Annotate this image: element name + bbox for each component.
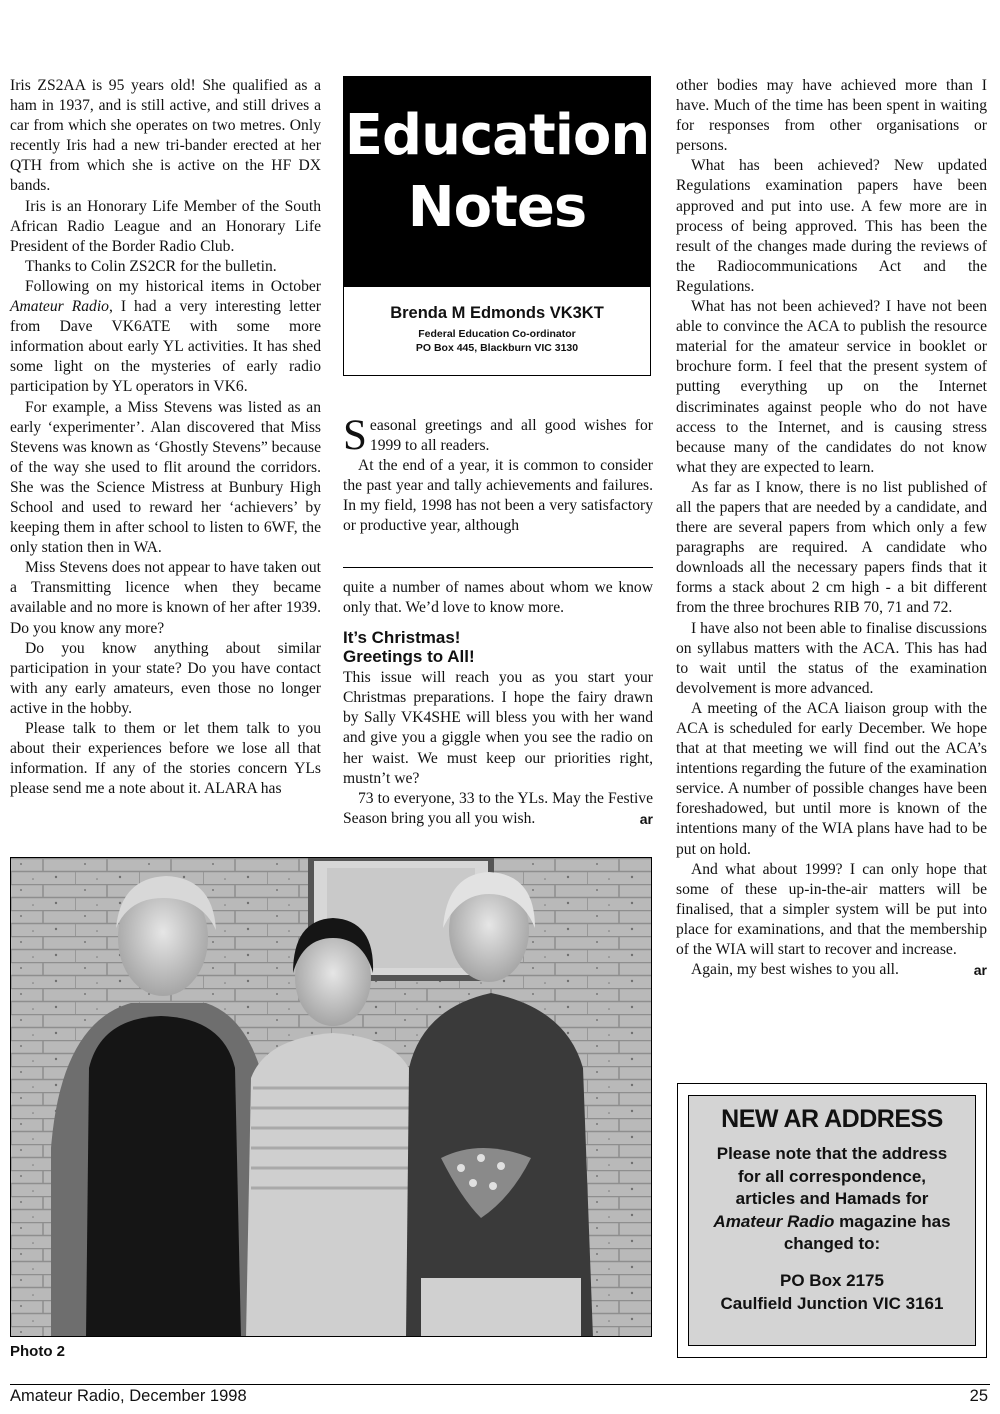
paragraph-text: Following on my historical items in October bbox=[25, 277, 321, 295]
article-paragraph: quite a number of names about whom we know only that. We’d love to know more. bbox=[343, 579, 653, 617]
article-paragraph: other bodies may have achieved more than I have. Much of the time has been spent in waiting for responses from other organisations or persons. bbox=[676, 77, 987, 155]
new-address bbox=[689, 1270, 975, 1315]
paragraph-text: , I had a very interesting letter from Dave VK6ATE with some more information about early YL activities. It has shed some light on the mysteries of early radio participation by YL operators in VK6. bbox=[10, 298, 321, 396]
notice-line: changed to: bbox=[783, 1234, 881, 1254]
drop-cap: S bbox=[343, 412, 367, 459]
notice-heading: NEW AR ADDRESS bbox=[721, 1105, 943, 1133]
photo-image bbox=[11, 858, 652, 1337]
paragraph-text: easonal greetings and all good wishes for 1999 to all readers. bbox=[369, 417, 653, 455]
article-paragraph: Iris ZS2AA is 95 years old! She qualified as a ham in 1937, and is still active, and still drives a car from which she operates on two metres. Only recently Iris had a new tri-bander erected at her QTH from which she is active on the HF DX bands. bbox=[10, 77, 321, 195]
magazine-title: Amateur Radio bbox=[713, 1211, 835, 1231]
notice-panel bbox=[688, 1095, 976, 1346]
address-line: PO Box 2175 bbox=[780, 1270, 884, 1290]
article-paragraph bbox=[676, 960, 987, 980]
article-paragraph: Please talk to them or let them talk to you about their experiences before we lose all that information. If any of the stories concern YLs please send me a note about it. ALARA has bbox=[10, 720, 321, 798]
article-paragraph: What has been achieved? New updated Regulations examination papers have been approved and put into use. A few more are in process of being approved. This has been the result of the changes made during the reviews of the Radiocommunications Act and the Regulations. bbox=[676, 157, 987, 295]
article-paragraph: Do you know anything about similar participation in your state? Do you have contact with any early amateurs, even those no longer active in the hobby. bbox=[10, 639, 321, 717]
author-role: Federal Education Co-ordinator bbox=[418, 328, 576, 340]
right-column bbox=[676, 76, 987, 980]
notice-line: Please note that the address bbox=[716, 1144, 948, 1163]
notice-text: magazine has bbox=[834, 1211, 951, 1231]
article-paragraph: Thanks to Colin ZS2CR for the bulletin. bbox=[25, 257, 277, 275]
footer-rule bbox=[10, 1384, 990, 1385]
subheading bbox=[343, 628, 653, 666]
author-block bbox=[344, 287, 650, 375]
author-address: PO Box 445, Blackburn VIC 3130 bbox=[415, 342, 579, 354]
article-paragraph: What has not been achieved? I have not been able to convince the ACA to publish the resource material for the amateur service in booklet or brochure form. I feel that the present system of putting everything up on the Internet discriminates against people who do not have access to the Internet, and is causing stress because many of the candidates do not know what they are expected to learn. bbox=[676, 298, 987, 476]
article-paragraph: A meeting of the ACA liaison group with the ACA is scheduled for early December. We hope that at that meeting we will find out the ACA’s intentions regarding the future of the examination service. A number of possible changes have been foreshadowed, but until more is known of the intentions many of the WIA plans have had to be put on hold. bbox=[676, 699, 987, 858]
article-paragraph bbox=[10, 277, 321, 398]
column-header-box bbox=[343, 76, 651, 376]
article-paragraph: For example, a Miss Stevens was listed as an early ‘experimenter’. Alan discovered that Miss Stevens was known as ‘Ghostly Stevens” because of the way she used to flit around the corridors. She was the Science Mistress at Bunbury High School and used to reward her ‘achievers’ by keeping them in after school to listen to 6WF, the only station then in WA. bbox=[10, 398, 321, 557]
article-paragraph: Iris is an Honorary Life Member of the South African Radio League and an Honorary Life President of the Border Radio Club. bbox=[10, 197, 321, 255]
paragraph-text: 73 to everyone, 33 to the YLs. May the Festive Season bring you all you wish. bbox=[343, 789, 653, 827]
notice-line bbox=[695, 1211, 969, 1234]
article-paragraph: Miss Stevens does not appear to have taken out a Transmitting licence when they became available and no more is known of her after 1939. Do you know any more? bbox=[10, 559, 321, 637]
article-paragraph: This issue will reach you as you start your Christmas preparations. I hope the fairy drawn by Sally VK4SHE will bless you with her wand and give you a giggle when you see the radio on her waist. We must keep our priorities right, mustn’t we? bbox=[343, 669, 653, 787]
article-paragraph: At the end of a year, it is common to consider the past year and tally achievements and failures. In my field, 1998 has not been a very satisfactory or productive year, although bbox=[343, 457, 653, 535]
article-paragraph: I have also not been able to finalise discussions on syllabus matters with the ACA. This has had to wait until the status of the examination devolvement is more advanced. bbox=[676, 619, 987, 697]
article-paragraph: And what about 1999? I can only hope that some of these up-in-the-air matters will be finalised, that a simpler system will be put into place for examinations, and that the membership of the WIA will start to recover and increase. bbox=[676, 860, 987, 959]
left-column bbox=[10, 76, 321, 799]
photo-caption: Photo 2 bbox=[10, 1343, 65, 1360]
column-title-line-1: Education bbox=[344, 103, 650, 168]
notice-line: for all correspondence, bbox=[738, 1166, 926, 1186]
column-title-line-2: Notes bbox=[407, 175, 587, 240]
article-paragraph bbox=[343, 789, 653, 829]
middle-column-top bbox=[343, 412, 653, 537]
paragraph-text: Again, my best wishes to you all. bbox=[691, 961, 899, 979]
notice-body bbox=[689, 1143, 975, 1256]
magazine-title: Amateur Radio bbox=[10, 298, 109, 316]
publication-footer: Amateur Radio, December 1998 bbox=[10, 1387, 247, 1405]
subheading-line: Greetings to All! bbox=[343, 647, 475, 667]
middle-column-bottom bbox=[343, 578, 653, 829]
address-line: Caulfield Junction VIC 3161 bbox=[720, 1293, 944, 1313]
article-paragraph bbox=[343, 412, 653, 459]
notice-box bbox=[677, 1083, 987, 1358]
subheading-line: It’s Christmas! bbox=[343, 628, 461, 648]
divider bbox=[343, 567, 653, 568]
article-paragraph: As far as I know, there is no list published of all the papers that are needed by a candidate, and there are several papers from which only a few paragraphs are required. A candidate who downloads all the necessary papers finds that it forms a stack about 2 cm high - a bit different from the three brochures RIB 70, 71 and 72. bbox=[676, 478, 987, 617]
end-mark: ar bbox=[973, 962, 987, 979]
end-mark: ar bbox=[639, 810, 653, 827]
photo bbox=[10, 857, 652, 1337]
notice-line: articles and Hamads for bbox=[735, 1189, 929, 1209]
page-number: 25 bbox=[969, 1387, 988, 1405]
author-name: Brenda M Edmonds VK3KT bbox=[390, 304, 604, 322]
column-title-block bbox=[344, 77, 650, 287]
